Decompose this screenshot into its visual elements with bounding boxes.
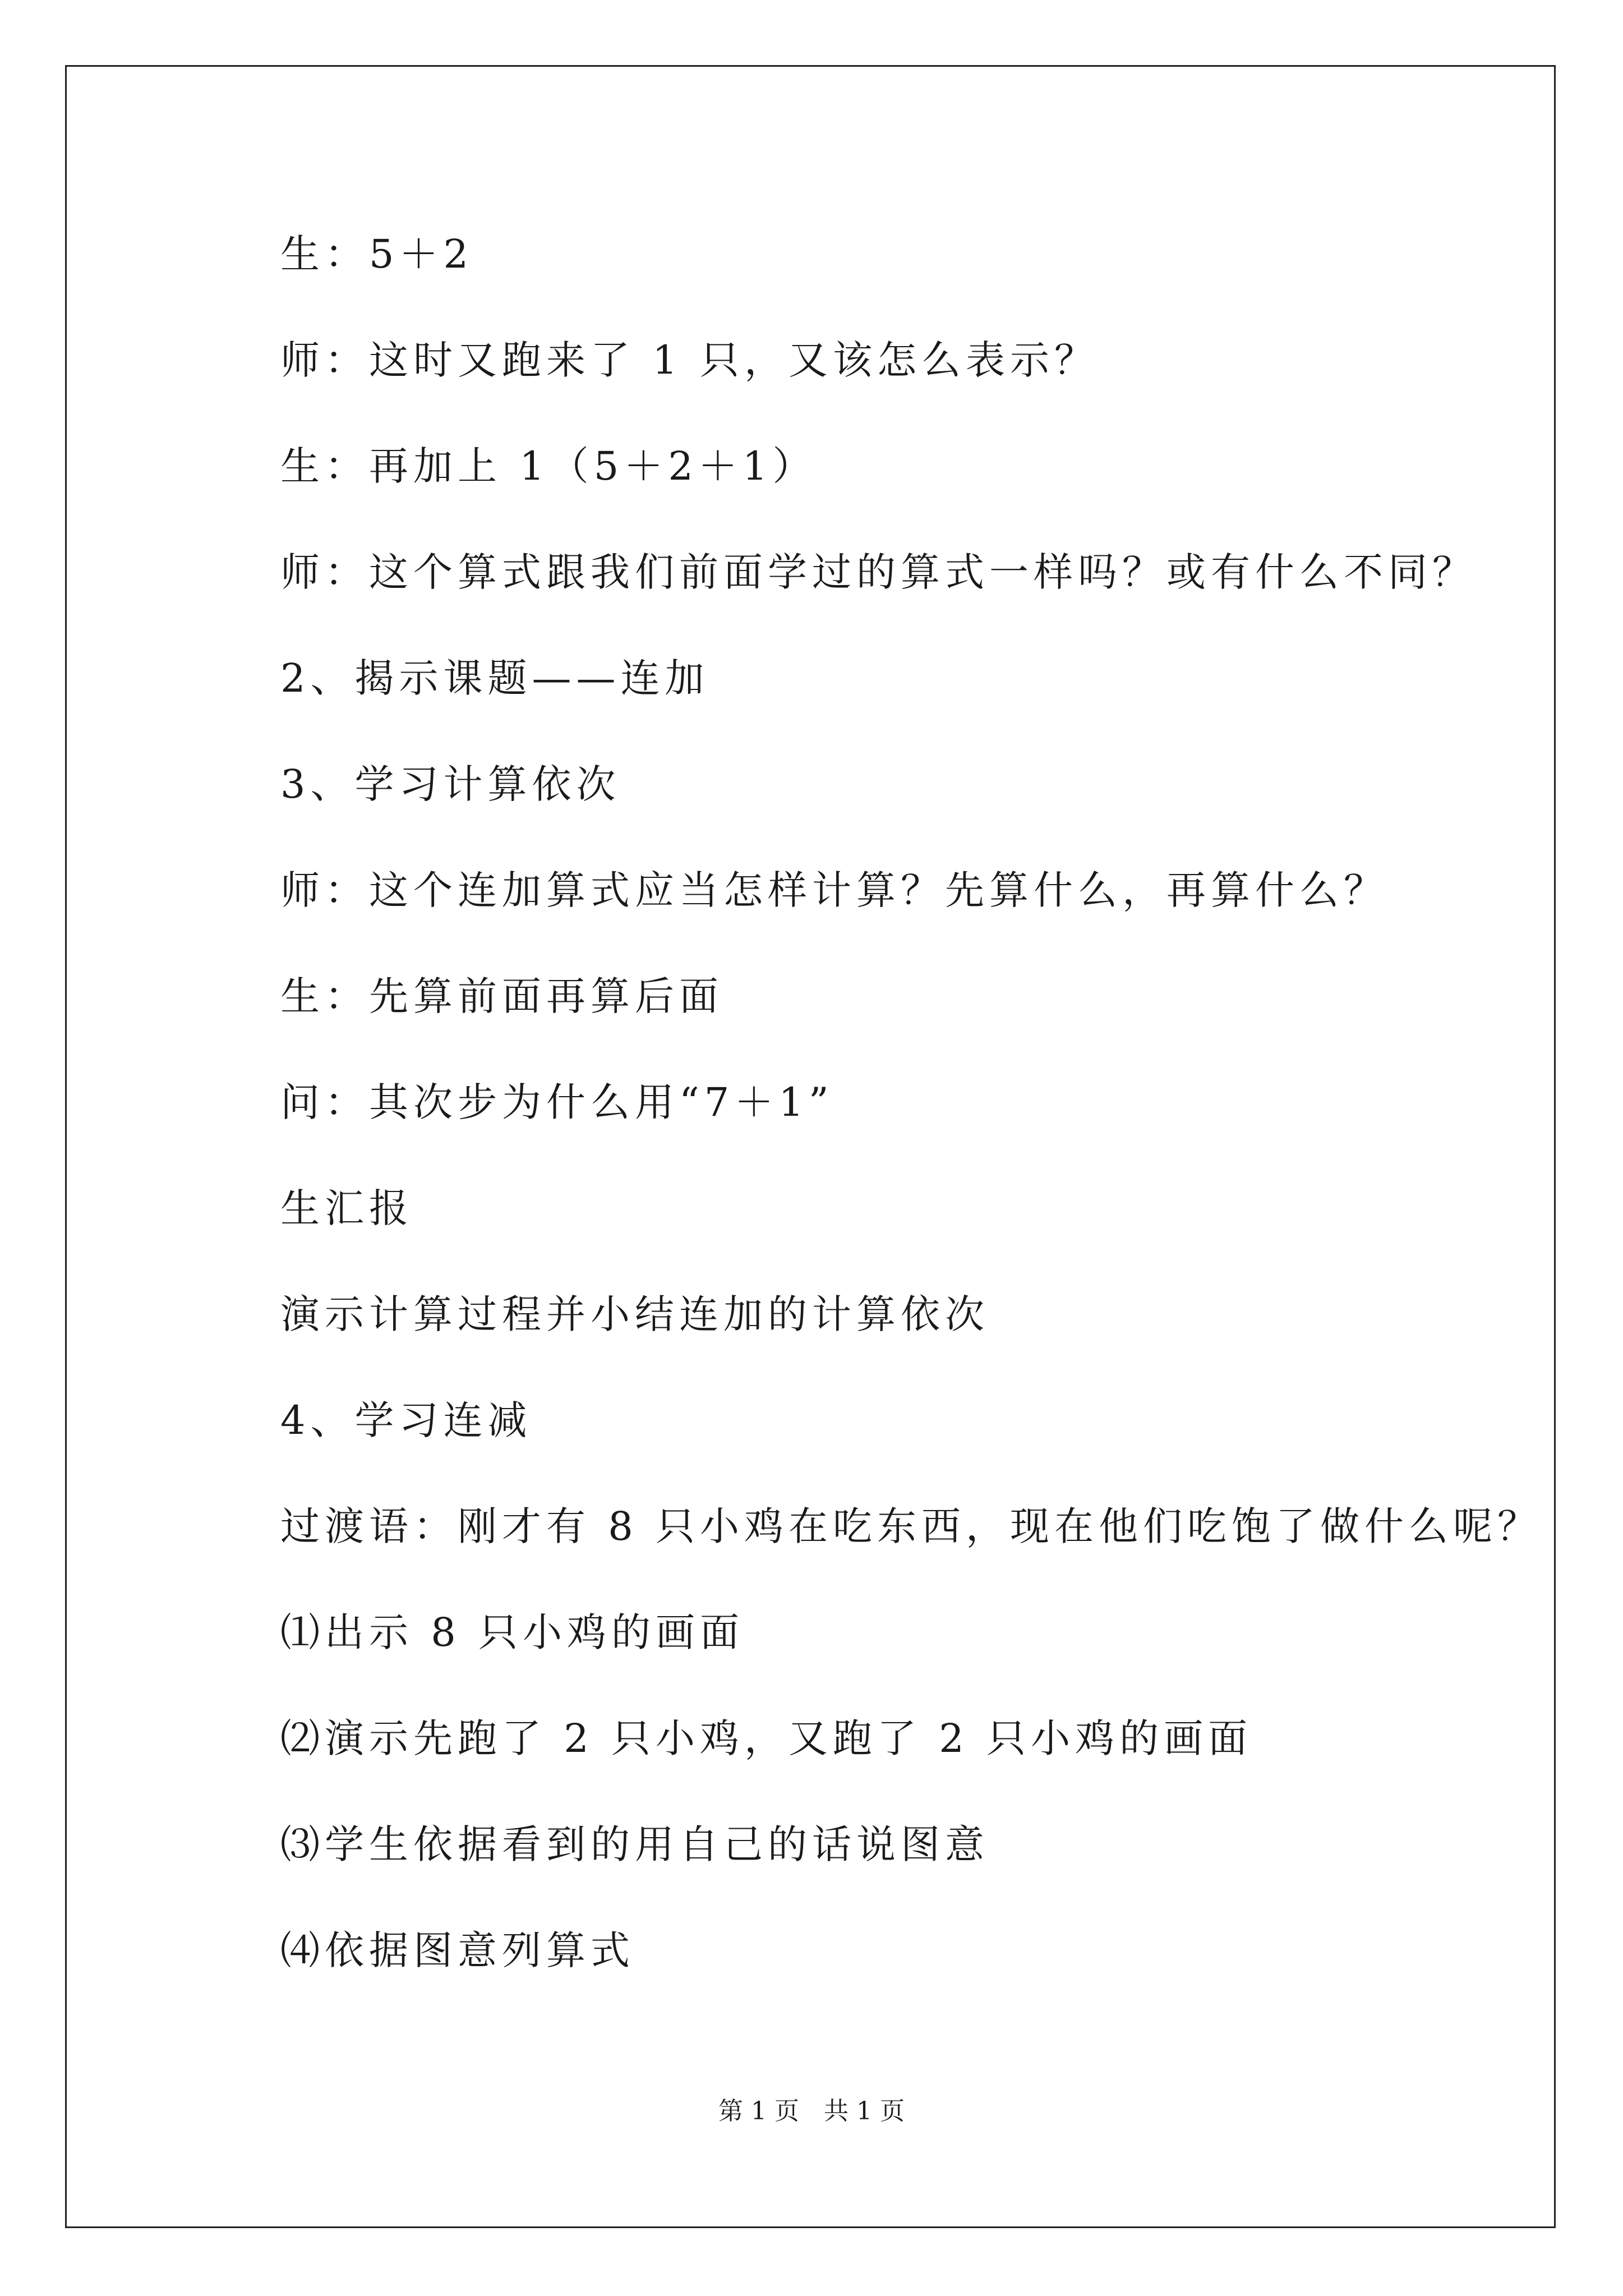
text-line: ⑵演示先跑了 2 只小鸡，又跑了 2 只小鸡的画面 [280, 1715, 1253, 1761]
text-line: ⑷依据图意列算式 [280, 1927, 635, 1973]
text-line: 师：这个连加算式应当怎样计算？先算什么，再算什么？ [280, 867, 1388, 913]
text-line: 过渡语：刚才有 8 只小鸡在吃东西，现在他们吃饱了做什么呢？ [280, 1503, 1542, 1549]
text-line: 师：这个算式跟我们前面学过的算式一样吗？或有什么不同？ [280, 549, 1477, 595]
text-line: 生：5＋2 [280, 231, 474, 277]
text-line: 生：先算前面再算后面 [280, 973, 723, 1019]
page-border [65, 65, 1556, 2228]
text-line: 4、学习连减 [280, 1397, 532, 1443]
text-line: 2、揭示课题——连加 [280, 655, 709, 701]
text-line: 演示计算过程并小结连加的计算依次 [280, 1291, 989, 1337]
text-line: 3、学习计算依次 [280, 761, 621, 807]
text-line: ⑶学生依据看到的用自己的话说图意 [280, 1821, 989, 1867]
text-line: 问：其次步为什么用“7＋1” [280, 1079, 834, 1125]
text-line: 生：再加上 1（5＋2＋1） [280, 443, 817, 489]
page-footer: 第 1 页 共 1 页 [718, 2097, 905, 2125]
text-line: 师：这时又跑来了 1 只，又该怎么表示？ [280, 337, 1099, 383]
text-line: ⑴出示 8 只小鸡的画面 [280, 1609, 745, 1655]
text-line: 生汇报 [280, 1185, 413, 1231]
